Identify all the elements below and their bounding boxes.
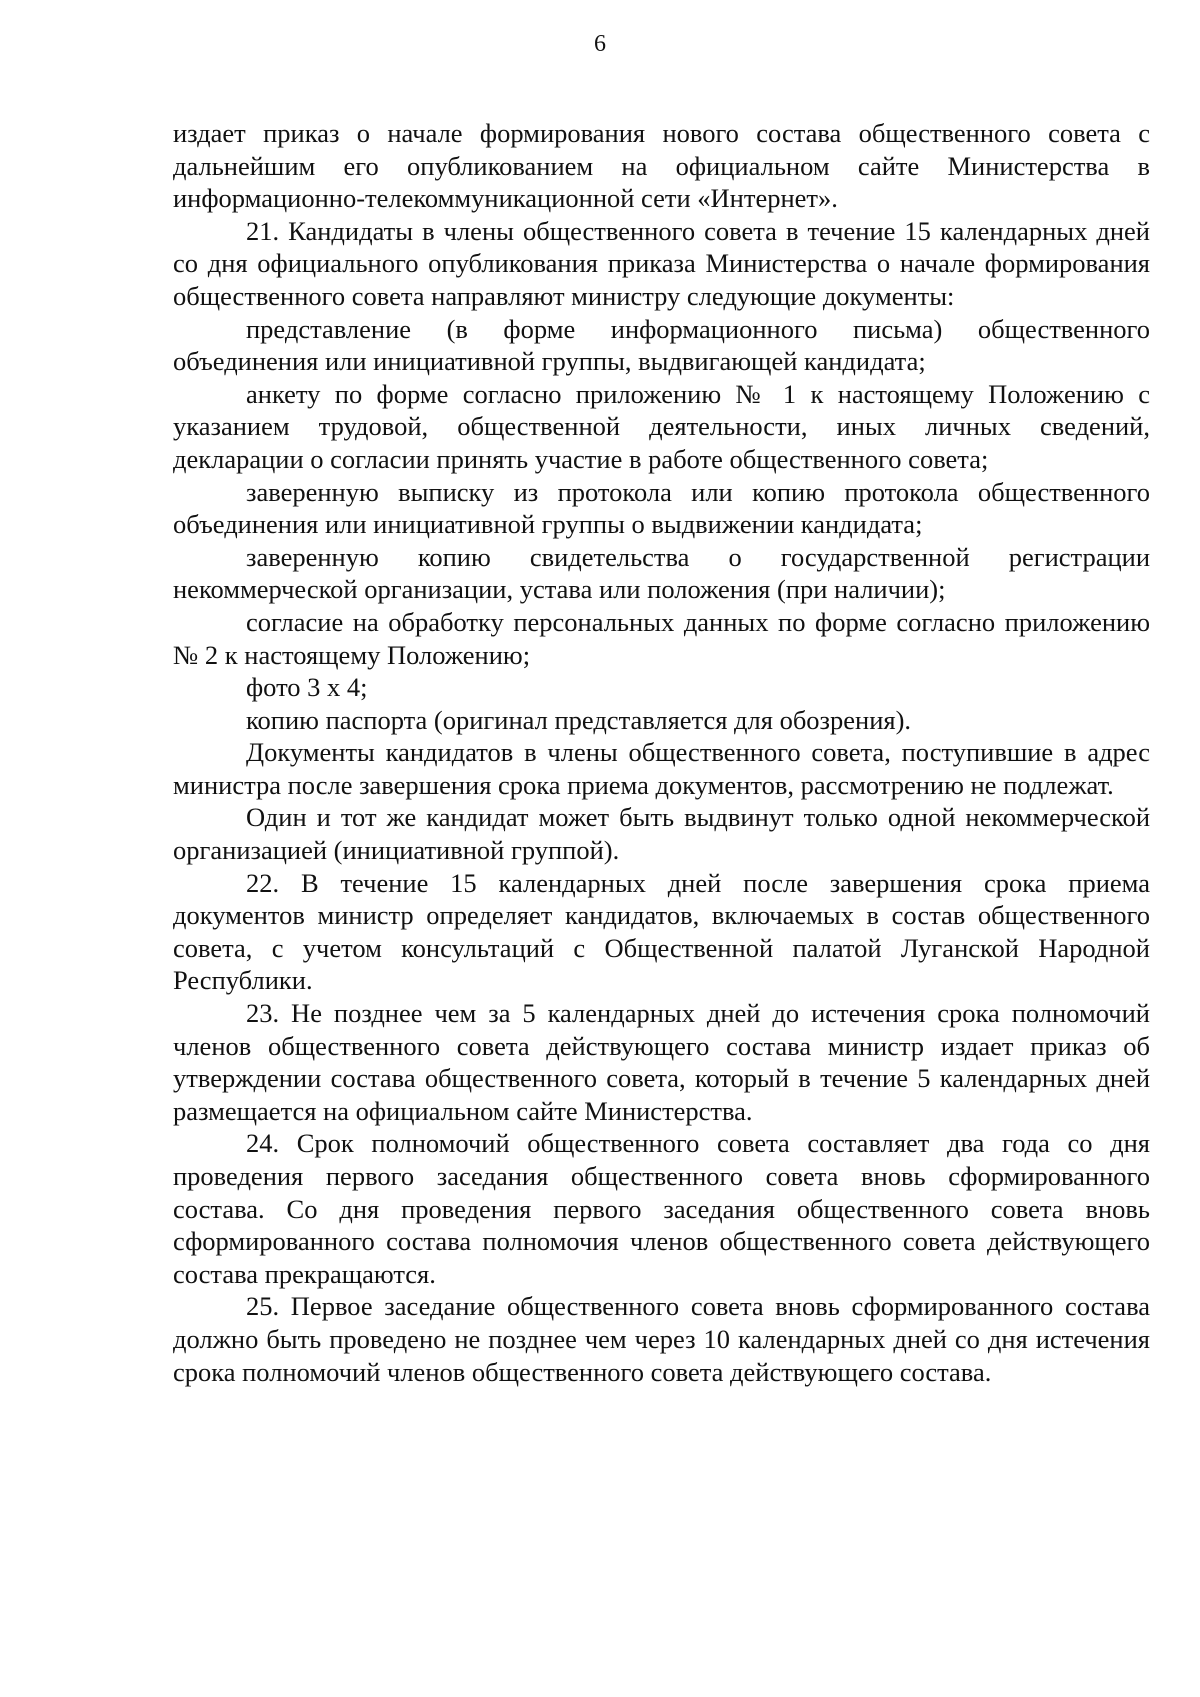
paragraph-item-24: 24. Срок полномочий общественного совета составляет два года со дня проведения первого заседания общественного совета вновь сформированного состава. Со дня проведения первого заседания общественного совета вновь сформированного состава полномочия членов общественного совета действующего состава прекращаются. [173,1128,1150,1289]
paragraph-item-25: 25. Первое заседание общественного совета вновь сформированного состава должно быть проведено не позднее чем через 10 календарных дней со дня истечения срока полномочий членов общественного совета действующего состава. [173,1291,1150,1387]
paragraph-document-questionnaire: анкету по форме согласно приложению № 1 к настоящему Положению с указанием трудовой, общественной деятельности, иных личных сведений, декларации о согласии принять участие в работе общественного совета; [173,378,1150,474]
paragraph-document-passport: копию паспорта (оригинал представляется для обозрения). [246,704,912,735]
paragraph-item-21: 21. Кандидаты в члены общественного совета в течение 15 календарных дней со дня официального опубликования приказа Министерства о начале формирования общественного совета направляют министру следующие документы: [173,215,1150,311]
paragraph-continuation: издает приказ о начале формирования нового состава общественного совета с дальнейшим его опубликованием на официальном сайте Министерства в информационно-телекоммуникационной сети «Интернет». [173,118,1150,214]
paragraph-item-23: 23. Не позднее чем за 5 календарных дней до истечения срока полномочий членов общественного совета действующего состава министр издает приказ об утверждении состава общественного совета, который в течение 5 календарных дней размещается на официальном сайте Министерства. [173,998,1150,1126]
paragraph-document-representation: представление (в форме информационного письма) общественного объединения или инициативной группы, выдвигающей кандидата; [173,313,1150,377]
paragraph-document-protocol-extract: заверенную выписку из протокола или копию протокола общественного объединения или инициативной группы о выдвижении кандидата; [173,476,1150,540]
paragraph-item-22: 22. В течение 15 календарных дней после завершения срока приема документов министр определяет кандидатов, включаемых в состав общественного совета, с учетом консультаций с Общественной палатой Луганской Народной Республики. [173,867,1150,996]
paragraph-late-documents: Документы кандидатов в члены общественного совета, поступившие в адрес министра после завершения срока приема документов, рассмотрению не подлежат. [173,737,1150,800]
paragraph-document-registration-copy: заверенную копию свидетельства о государственной регистрации некоммерческой организации, устава или положения (при наличии); [173,541,1150,605]
paragraph-document-data-consent: согласие на обработку персональных данных по форме согласно приложению № 2 к настоящему Положению; [173,606,1150,670]
paragraph-document-photo: фото 3 х 4; [246,672,368,703]
document-body [173,117,1150,1388]
page-number: 6 [594,31,606,57]
paragraph-single-nomination: Один и тот же кандидат может быть выдвинут только одной некоммерческой организацией (инициативной группой). [173,802,1150,866]
